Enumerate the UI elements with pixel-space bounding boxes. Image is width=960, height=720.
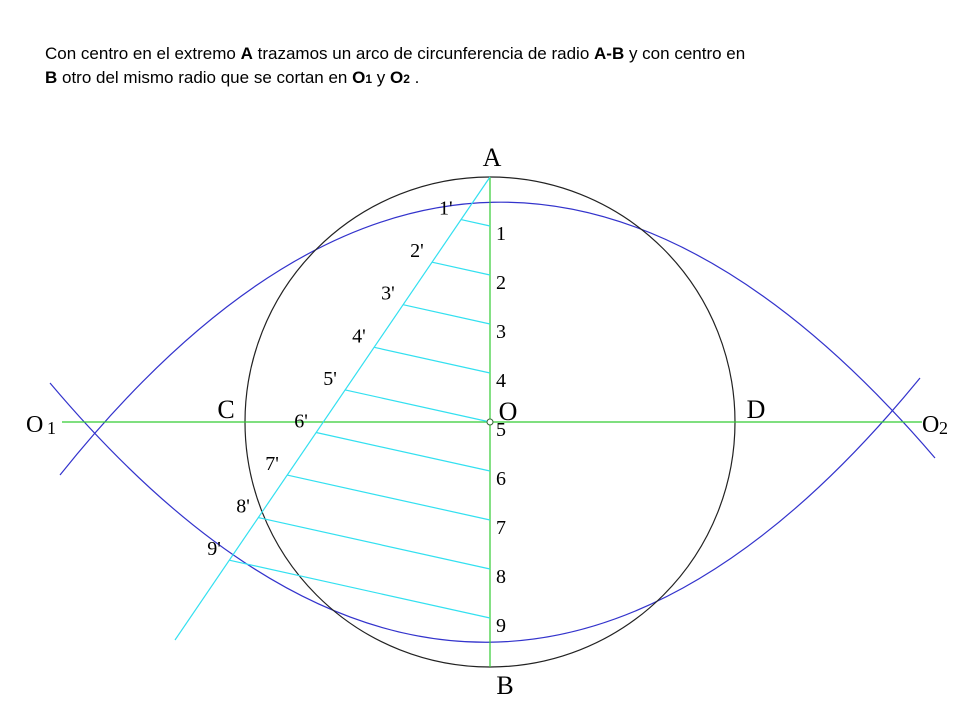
axis-mark-4: 4 (496, 370, 506, 392)
parallel-line-6 (316, 433, 490, 472)
caption-part: otro del mismo radio que se cortan en (57, 68, 353, 87)
parallel-line-9 (229, 560, 490, 618)
parallel-lines (229, 220, 490, 618)
label-b: B (496, 671, 514, 700)
parallel-line-3 (403, 305, 490, 324)
parallel-line-1 (461, 220, 490, 226)
caption-part: . (409, 68, 420, 87)
oblique-marks (207, 198, 452, 561)
label-o1-sub: 1 (47, 418, 56, 438)
center-point (487, 419, 493, 425)
parallel-line-2 (432, 262, 490, 275)
axis-mark-9: 9 (496, 615, 506, 637)
axis-mark-7: 7 (496, 517, 506, 539)
caption-o2-sub: 2 (403, 72, 410, 86)
axis-mark-3: 3 (496, 321, 506, 343)
parallel-line-5 (345, 390, 490, 422)
axis-mark-5: 5 (496, 419, 506, 441)
caption-part: Con centro en el extremo (45, 44, 241, 63)
caption-part: trazamos un arco de circunferencia de radio (252, 44, 595, 63)
oblique-mark-7: 7' (265, 453, 279, 476)
caption-radius-ab: A-B (594, 44, 625, 63)
oblique-mark-6: 6' (294, 410, 308, 433)
caption-point-a: A (240, 44, 253, 63)
oblique-mark-5: 5' (323, 367, 337, 390)
caption-part: y (372, 68, 390, 87)
caption-o1-letter: O (352, 68, 366, 87)
axis-mark-6: 6 (496, 468, 506, 490)
label-d: D (746, 395, 766, 424)
label-o1-letter: O (26, 412, 44, 438)
axis-mark-1: 1 (496, 223, 506, 245)
oblique-mark-4: 4' (352, 325, 366, 348)
parallel-line-4 (374, 347, 490, 373)
label-a: A (482, 143, 502, 172)
caption-point-b: B (45, 68, 58, 87)
oblique-mark-1: 1' (439, 197, 453, 220)
oblique-mark-3: 3' (381, 282, 395, 305)
caption-o1-sub: 1 (365, 72, 373, 86)
label-o2-letter: O (922, 412, 940, 438)
label-o: O (498, 397, 518, 426)
axis-marks (496, 223, 506, 637)
oblique-mark-9: 9' (207, 538, 221, 561)
label-c: C (217, 395, 235, 424)
caption-part: y con centro en (624, 44, 746, 63)
label-o2-sub: 2 (939, 418, 948, 438)
parallel-line-8 (258, 518, 490, 569)
oblique-mark-8: 8' (236, 495, 250, 518)
lower-arc (50, 378, 920, 642)
axis-mark-2: 2 (496, 272, 506, 294)
axis-mark-8: 8 (496, 566, 506, 588)
oblique-mark-2: 2' (410, 240, 424, 263)
caption-o2-letter: O (389, 68, 404, 87)
parallel-line-7 (287, 475, 490, 520)
